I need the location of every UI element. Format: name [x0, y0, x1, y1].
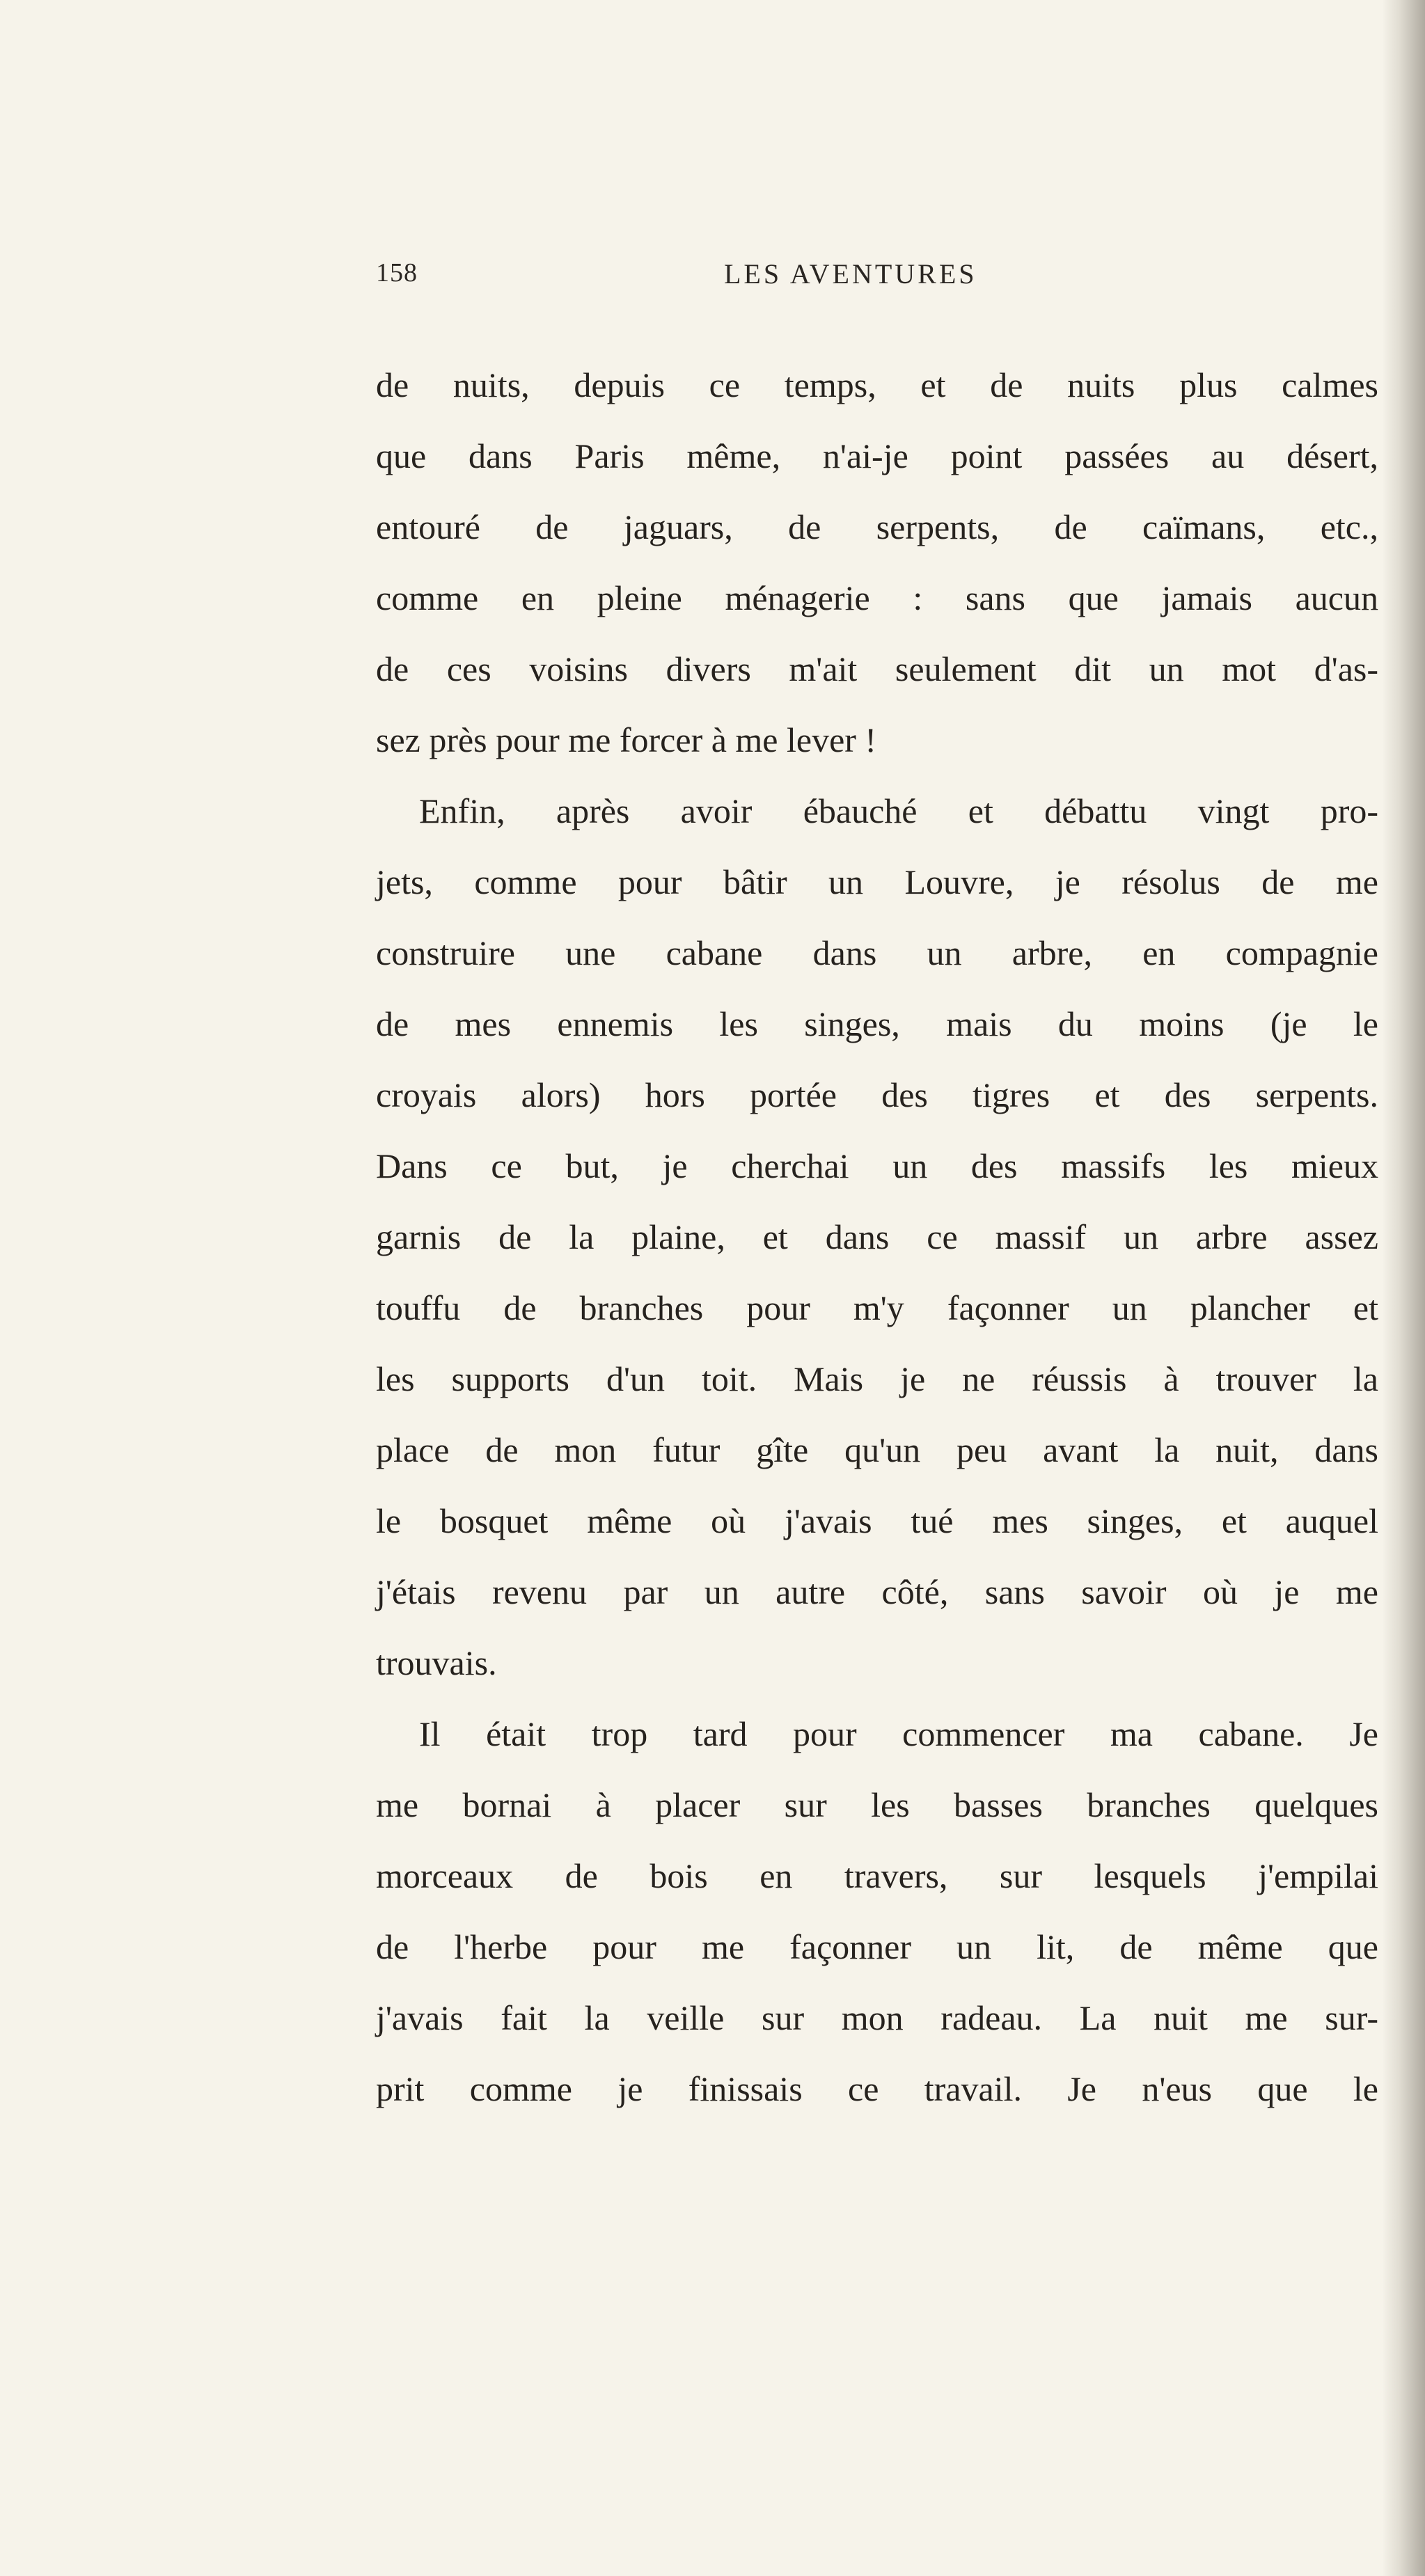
text-line: de nuits, depuis ce temps, et de nuits plus calmes — [376, 365, 1378, 404]
text-line: garnis de la plaine, et dans ce massif un arbre assez — [376, 1217, 1378, 1256]
text-line: touffu de branches pour m'y façonner un plancher et — [376, 1288, 1378, 1327]
text-line: jets, comme pour bâtir un Louvre, je résolus de me — [376, 862, 1378, 901]
text-line: j'avais fait la veille sur mon radeau. La nuit me sur- — [376, 1998, 1378, 2037]
text-line: que dans Paris même, n'ai-je point passées au désert, — [376, 436, 1378, 475]
text-line: Enfin, après avoir ébauché et débattu vingt pro- — [419, 791, 1378, 830]
text-line: de ces voisins divers m'ait seulement dit un mot d'as- — [376, 649, 1378, 688]
text-line: construire une cabane dans un arbre, en compagnie — [376, 933, 1378, 972]
text-line: les supports d'un toit. Mais je ne réussis à trouver la — [376, 1359, 1378, 1398]
text-line: comme en pleine ménagerie : sans que jamais aucun — [376, 578, 1378, 617]
text-line: sez près pour me forcer à me lever ! — [376, 720, 877, 759]
text-line: Dans ce but, je cherchai un des massifs les mieux — [376, 1146, 1378, 1185]
text-line: de l'herbe pour me façonner un lit, de même que — [376, 1927, 1378, 1966]
text-line: place de mon futur gîte qu'un peu avant la nuit, dans — [376, 1430, 1378, 1469]
running-title: LES AVENTURES — [724, 258, 977, 290]
text-line: croyais alors) hors portée des tigres et des serpents. — [376, 1075, 1378, 1114]
text-line: de mes ennemis les singes, mais du moins (je le — [376, 1004, 1378, 1043]
text-line: me bornai à placer sur les basses branches quelques — [376, 1785, 1378, 1824]
text-line: j'étais revenu par un autre côté, sans savoir où je me — [376, 1572, 1378, 1611]
text-line: prit comme je finissais ce travail. Je n'eus que le — [376, 2069, 1378, 2108]
text-line: Il était trop tard pour commencer ma cabane. Je — [419, 1714, 1378, 1753]
page-edge-shadow — [1382, 0, 1425, 2576]
text-line: morceaux de bois en travers, sur lesquels j'empilai — [376, 1856, 1378, 1895]
page-number: 158 — [376, 258, 418, 287]
body-text — [376, 349, 1378, 2124]
text-line: trouvais. — [376, 1643, 497, 1682]
page-header — [376, 258, 1378, 299]
text-line: entouré de jaguars, de serpents, de caïmans, etc., — [376, 507, 1378, 546]
text-line: le bosquet même où j'avais tué mes singes, et auquel — [376, 1501, 1378, 1540]
